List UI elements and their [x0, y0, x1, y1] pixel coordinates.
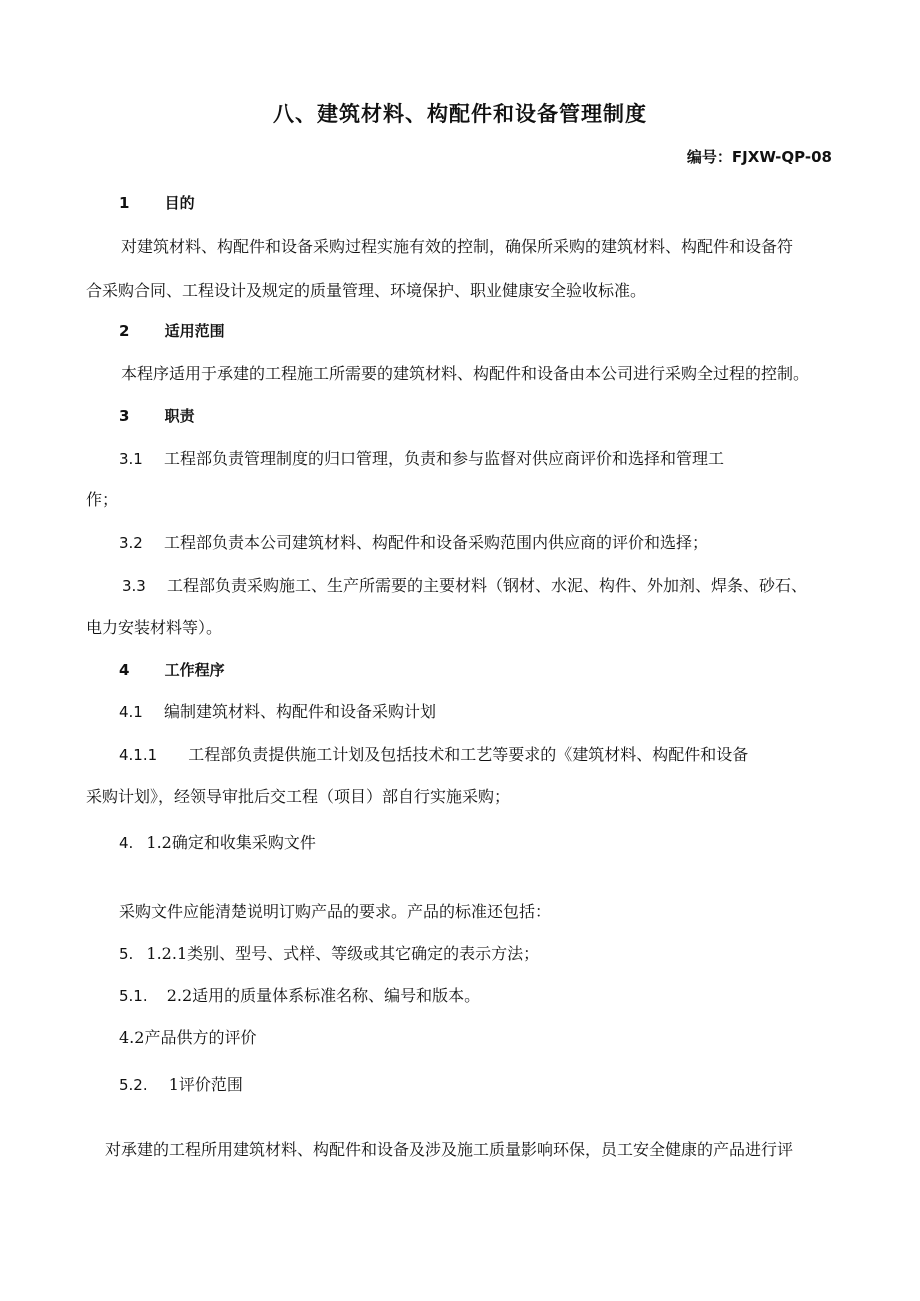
paragraph-line: 采购文件应能清楚说明订购产品的要求。产品的标准还包括：	[119, 902, 552, 921]
section-number: 1	[119, 194, 130, 212]
clause-text: 1.2确定和收集采购文件	[146, 833, 316, 852]
clause-text: 工程部负责采购施工、生产所需要的主要材料（钢材、水泥、构件、外加剂、焊条、砂石、	[166, 576, 807, 595]
paragraph-line: 作；	[86, 490, 119, 509]
clause-4-1-1	[119, 744, 748, 766]
page-title: 八、建筑材料、构配件和设备管理制度	[273, 102, 647, 126]
clause-number: 5.2.	[119, 1076, 148, 1094]
section-1-heading	[119, 192, 195, 214]
paragraph-line: 对建筑材料、构配件和设备采购过程实施有效的控制，确保所采购的建筑材料、构配件和设备符	[121, 237, 794, 256]
clause-text: 编制建筑材料、构配件和设备采购计划	[163, 702, 436, 721]
section-number: 2	[119, 322, 130, 340]
clause-text: 工程部负责管理制度的归口管理，负责和参与监督对供应商评价和选择和管理工	[163, 449, 724, 468]
clause-4-2: 4.2产品供方的评价	[119, 1028, 257, 1047]
section-title: 工作程序	[164, 661, 225, 679]
paragraph-line: 对承建的工程所用建筑材料、构配件和设备及涉及施工质量影响环保，员工安全健康的产品进行评	[105, 1140, 794, 1159]
clause-5-1	[119, 985, 480, 1007]
clause-4-1-2	[119, 832, 316, 854]
clause-number: 5.	[119, 945, 134, 963]
clause-3-3	[122, 575, 807, 597]
clause-number: 5.1.	[119, 987, 148, 1005]
paragraph-line: 本程序适用于承建的工程施工所需要的建筑材料、构配件和设备由本公司进行采购全过程的控制。	[121, 364, 810, 383]
clause-number: 3.2	[119, 534, 143, 552]
paragraph-line: 电力安装材料等）。	[86, 618, 223, 637]
section-2-heading	[119, 320, 225, 342]
clause-3-2	[119, 532, 708, 554]
clause-text: 1评价范围	[168, 1075, 243, 1094]
paragraph-line: 合采购合同、工程设计及规定的质量管理、环境保护、职业健康安全验收标准。	[86, 281, 647, 300]
clause-4-1	[119, 701, 436, 723]
section-title: 适用范围	[164, 322, 225, 340]
section-4-heading	[119, 659, 225, 681]
section-number: 4	[119, 661, 130, 679]
clause-number: 4.1.1	[119, 746, 158, 764]
clause-number: 4.	[119, 834, 134, 852]
section-3-heading	[119, 405, 195, 427]
clause-text: 2.2适用的质量体系标准名称、编号和版本。	[166, 986, 481, 1005]
clause-number: 3.1	[119, 450, 143, 468]
clause-text: 工程部负责本公司建筑材料、构配件和设备采购范围内供应商的评价和选择；	[163, 533, 708, 552]
document-number: 编号：FJXW-QP-08	[686, 148, 832, 166]
clause-5	[119, 943, 539, 965]
section-number: 3	[119, 407, 130, 425]
section-title: 目的	[164, 194, 195, 212]
clause-text: 工程部负责提供施工计划及包括技术和工艺等要求的《建筑材料、构配件和设备	[188, 745, 749, 764]
paragraph-line: 采购计划》，经领导审批后交工程（项目）部自行实施采购；	[86, 787, 511, 806]
clause-5-2	[119, 1074, 243, 1096]
clause-3-1	[119, 448, 724, 470]
clause-number: 3.3	[122, 577, 146, 595]
clause-text: 1.2.1类别、型号、式样、等级或其它确定的表示方法；	[146, 944, 540, 963]
clause-number: 4.1	[119, 703, 143, 721]
section-title: 职责	[164, 407, 195, 425]
